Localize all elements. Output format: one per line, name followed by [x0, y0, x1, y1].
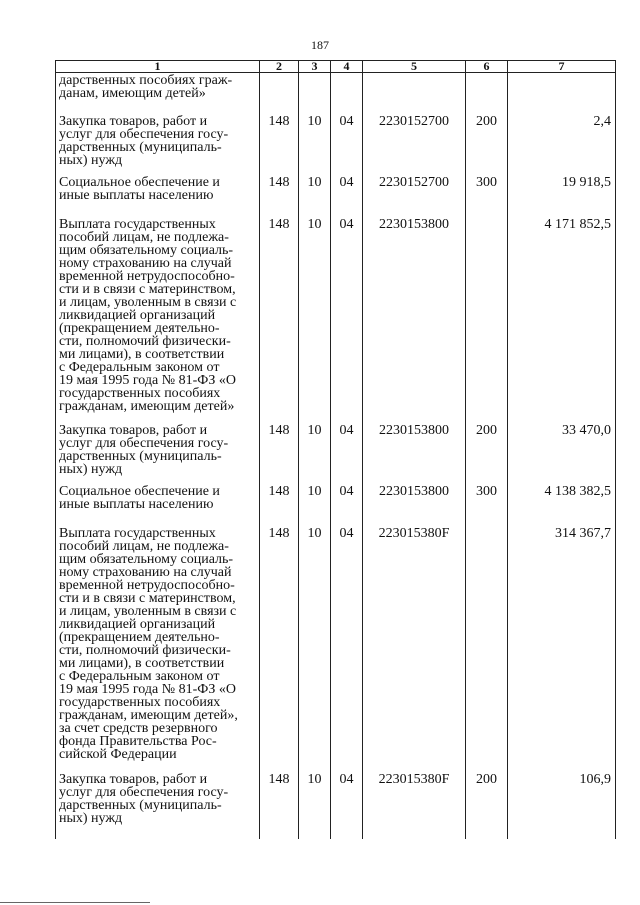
section-code-cell: 10: [299, 176, 331, 218]
section-code-cell: 10: [299, 527, 331, 773]
ministry-code-cell: 148: [260, 773, 299, 839]
ministry-code-cell: 148: [260, 115, 299, 176]
column-header-4: 4: [331, 61, 363, 73]
expense-type-cell: [466, 527, 508, 773]
subsection-code-cell: 04: [331, 527, 363, 773]
section-code-cell: 10: [299, 218, 331, 424]
section-code-cell: 10: [299, 485, 331, 527]
amount-cell: 314 367,7: [508, 527, 616, 773]
subsection-code-cell: 04: [331, 424, 363, 485]
subsection-code-cell: 04: [331, 176, 363, 218]
ministry-code-cell: 148: [260, 176, 299, 218]
section-code-cell: 10: [299, 773, 331, 839]
row-name-cell: Социальное обеспечение и иные выплаты населению: [56, 485, 260, 527]
amount-cell: [508, 73, 616, 116]
section-code-cell: 10: [299, 424, 331, 485]
column-header-1: 1: [56, 61, 260, 73]
row-name-cell: Закупка товаров, работ и услуг для обеспечения госу- дарственных (муниципаль- ных) нужд: [56, 115, 260, 176]
amount-cell: 4 138 382,5: [508, 485, 616, 527]
ministry-code-cell: [260, 73, 299, 116]
row-name-cell: Выплата государственных пособий лицам, не подлежа- щим обязательному социаль- ному страхованию на случай временной нетрудоспособно- сти и в связи с материнством, и лицам, уволенным в связи с ликвидацией организаций (прекращением деятельно- сти, полномочий физически- ми лицами), в соответствии с Федеральным законом от 19 мая 1995 года № 81-ФЗ «О государственных пособиях гражданам, имеющим детей»: [56, 218, 260, 424]
target-article-cell: 2230153800: [363, 485, 466, 527]
target-article-cell: 223015380F: [363, 773, 466, 839]
column-header-5: 5: [363, 61, 466, 73]
expense-type-cell: 200: [466, 773, 508, 839]
section-code-cell: 10: [299, 115, 331, 176]
amount-cell: 106,9: [508, 773, 616, 839]
table-row: [56, 773, 616, 839]
ministry-code-cell: 148: [260, 527, 299, 773]
expense-type-cell: 200: [466, 115, 508, 176]
expense-type-cell: [466, 218, 508, 424]
target-article-cell: 2230153800: [363, 218, 466, 424]
expense-type-cell: [466, 73, 508, 116]
table-row: [56, 424, 616, 485]
column-header-7: 7: [508, 61, 616, 73]
row-name-cell: Закупка товаров, работ и услуг для обеспечения госу- дарственных (муниципаль- ных) нужд: [56, 424, 260, 485]
subsection-code-cell: 04: [331, 773, 363, 839]
subsection-code-cell: [331, 73, 363, 116]
row-name-cell: Закупка товаров, работ и услуг для обеспечения госу- дарственных (муниципаль- ных) нужд: [56, 773, 260, 839]
amount-cell: 2,4: [508, 115, 616, 176]
row-name-cell: дарственных пособиях граж- данам, имеющим детей»: [56, 73, 260, 116]
ministry-code-cell: 148: [260, 424, 299, 485]
expense-type-cell: 300: [466, 485, 508, 527]
header-row: [56, 61, 616, 73]
expense-type-cell: 200: [466, 424, 508, 485]
subsection-code-cell: 04: [331, 115, 363, 176]
row-name-cell: Выплата государственных пособий лицам, не подлежа- щим обязательному социаль- ному страхованию на случай временной нетрудоспособно- сти и в связи с материнством, и лицам, уволенным в связи с ликвидацией организаций (прекращением деятельно- сти, полномочий физически- ми лицами), в соответствии с Федеральным законом от 19 мая 1995 года № 81-ФЗ «О государственных пособиях гражданам, имеющим детей», за счет средств резервного фонда Правительства Рос- сийской Федерации: [56, 527, 260, 773]
column-header-6: 6: [466, 61, 508, 73]
table-header: [56, 61, 616, 73]
table-row: [56, 176, 616, 218]
target-article-cell: 2230153800: [363, 424, 466, 485]
column-header-2: 2: [260, 61, 299, 73]
table-row: [56, 485, 616, 527]
section-code-cell: [299, 73, 331, 116]
budget-table: [55, 60, 616, 839]
ministry-code-cell: 148: [260, 218, 299, 424]
target-article-cell: 223015380F: [363, 527, 466, 773]
table-row: [56, 115, 616, 176]
table-row: [56, 218, 616, 424]
target-article-cell: 2230152700: [363, 115, 466, 176]
target-article-cell: [363, 73, 466, 116]
table-body: [56, 73, 616, 840]
amount-cell: 33 470,0: [508, 424, 616, 485]
ministry-code-cell: 148: [260, 485, 299, 527]
table-row: [56, 527, 616, 773]
expense-type-cell: 300: [466, 176, 508, 218]
subsection-code-cell: 04: [331, 218, 363, 424]
footer-divider: [0, 902, 150, 903]
row-name-cell: Социальное обеспечение и иные выплаты населению: [56, 176, 260, 218]
column-header-3: 3: [299, 61, 331, 73]
amount-cell: 4 171 852,5: [508, 218, 616, 424]
target-article-cell: 2230152700: [363, 176, 466, 218]
page-number: 187: [311, 38, 329, 52]
table-row: [56, 73, 616, 116]
subsection-code-cell: 04: [331, 485, 363, 527]
amount-cell: 19 918,5: [508, 176, 616, 218]
